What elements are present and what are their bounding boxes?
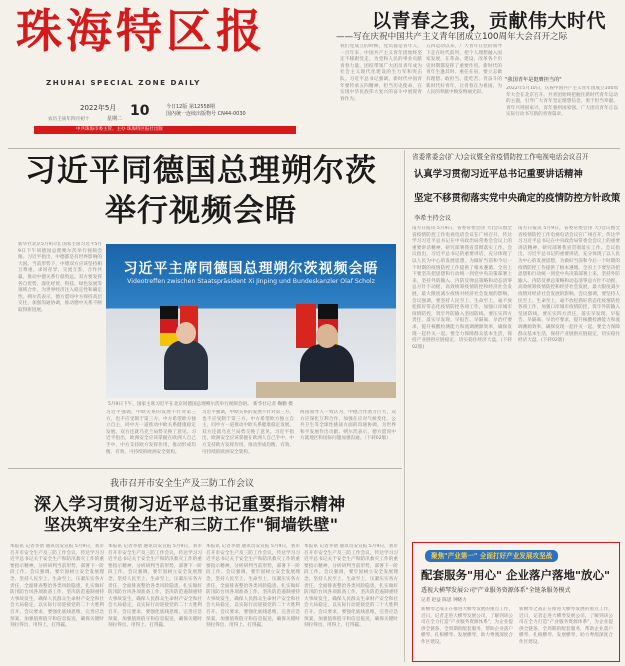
photo-german-caption: Videotreffen zwischen Staatspräsident Xi Jinping und Bundeskanzler Olaf Scholz: [127, 278, 375, 285]
right-story-kicker: 省委常委会(扩大)会议暨全省疫情防控工作电视电话会议召开: [412, 153, 589, 161]
right-story-subline: 李希主持会议: [414, 215, 452, 222]
masthead-title: 珠海特区报: [16, 4, 266, 58]
lead-body-column-2: 习近平强调，中欧关系的发展不针对第三方，也不应受制于第三方。中方希望欧方独立自主，同中方一道推动中欧关系健康稳定发展。双方还就乌克兰局势交换了意见。习近平指出，欧洲安全应该掌握在欧洲人自己手中，中方支持欧方发挥作用，推动形成均衡、有效、可持续的欧洲安全架构。: [106, 410, 196, 455]
right-story-headline-2[interactable]: 坚定不移贯彻落实党中央确定的疫情防控方针政策: [414, 193, 621, 204]
feature-column-3: 2022年5月10日，庆祝中国共产主义青年团成立100周年大会在北京召开。共青团始终把握住新时代青年运动的主题，引导广大青年坚定理想信念，勇于担当奉献。青年兴则国家兴，青年强则国家强。广大团员青年正以实际行动书写新的青春篇章。: [506, 86, 618, 118]
lead-headline-line2[interactable]: 举行视频会晤: [105, 193, 297, 229]
lead-photo[interactable]: [106, 244, 396, 398]
box-subheadline: 透视大横琴发展公司"产业服务资源体系"全链条服务模式: [421, 587, 571, 594]
lead-body-column-3: 习近平强调，中欧关系的发展不针对第三方，也不应受制于第三方。中方希望欧方独立自主，同中方一道推动中欧关系健康稳定发展。双方还就乌克兰局势交换了意见。习近平指出，欧洲安全应该掌握在欧洲人自己手中，中方支持欧方发挥作用，推动形成均衡、有效、可持续的欧洲安全架构。: [202, 410, 294, 455]
person-right-head: [316, 324, 338, 348]
box-badge: 聚焦"产业第一" 全面打好产业发展攻坚战: [425, 550, 558, 562]
masthead-banner-text: 中共珠海市委主管、主办 珠海特区报社出版: [76, 127, 163, 132]
safety-body-column-4: 本报讯 记者李倩 通讯员安宣报 5月9日，我市召开市安全生产及三防工作会议，传达学习习近平总书记关于安全生产和防汛救灾工作的重要指示精神，分析研判当前形势，部署下一阶段工作。会议强调，要牢固树立安全发展理念，坚持人民至上、生命至上，压紧压实各方责任，全面排查整治各类风险隐患，扎实做好防汛防台风各项准备工作，坚决防范遏制重特大事故发生，确保人民群众生命财产安全和社会大局稳定，以实际行动迎接党的二十大胜利召开。会议要求，要强化底线思维，完善应急预案，加强值班值守和信息报送，确保关键时刻拉得出、用得上、打得赢。: [304, 544, 398, 629]
masthead-english: ZHUHAI SPECIAL ZONE DAILY: [46, 78, 201, 87]
box-headline[interactable]: 配套服务"用心" 企业落户落地"放心": [421, 568, 610, 582]
right-body-column-1: 南方日报讯 5月9日，省委常委会(扩大)会议暨全省疫情防控工作电视电话会议在广州召开，传达学习习近平总书记在中央政治局常委会会议上的重要讲话精神，研究部署我省贯彻落实工作。会议指出，习近平总书记的重要讲话，充分体现了以人民为中心的发展思想，为做好当前和今后一个时期的疫情防控工作提供了根本遵循。全省上下要坚决把思想和行动统一到党中央决策部署上来，坚持外防输入、内防反弹总策略和动态清零总方针不动摇，高效统筹疫情防控和经济社会发展，最大限度减少疫情对经济社会发展的影响。会议强调，要坚持人民至上、生命至上，毫不放松抓好常态化疫情防控各项工作，加强口岸城市疫情防控，筑牢外防输入坚固防线。要压实四方责任，落实早发现、早报告、早隔离、早治疗要求，提升核酸检测能力和流调溯源效率，确保发现一起扑灭一起。要全力保障群众基本生活，保持产业链供应链稳定，切实稳住经济大盘。(下转02版): [412, 226, 512, 350]
safety-headline-line2[interactable]: 坚决筑牢安全生产和三防工作"铜墙铁壁": [44, 515, 339, 534]
safety-kicker: 我市召开市安全生产及三防工作会议: [110, 479, 255, 489]
cn-line: 国内统一连续出版物号 CN44-0030: [166, 111, 246, 117]
chinese-flag-right: [296, 304, 316, 348]
box-body-column-1: 新横琴之战正在推进大横琴发展的重点工作，近日，记者走进大横琴发展公司，了解到该公司在全力打造"产业服务资源体系"，为企业提供全链条、全周期的配套服务，帮助企业落户横琴、扎根横琴、发展横琴，助力粤澳深度合作区建设。: [421, 607, 513, 645]
feature-column-1: 我们党成立的时候，党员都是青年人。一百年来，中国共产主义青年团始终坚定不移跟党走，为党和人民的事业贡献青春力量，团结带领广大团员青年成为社会主义现代化建设的生力军和突击队。习近平总书记强调，新时代中国青年要传承五四精神，担当历史使命，在实现中华民族伟大复兴的奋斗中展现青春作为。: [340, 44, 422, 102]
featured-box[interactable]: [412, 542, 620, 662]
person-left-figure: [164, 340, 208, 390]
feature-subhead: "我国青年是挺膺担当的": [505, 77, 562, 83]
desk: [256, 382, 396, 398]
feature-headline[interactable]: 以青春之我，贡献伟大时代: [372, 10, 607, 32]
box-body-column-2: 新横琴之战正在推进大横琴发展的重点工作，近日，记者走进大横琴发展公司，了解到该公司在全力打造"产业服务资源体系"，为企业提供全链条、全周期的配套服务，帮助企业落户横琴、扎根横琴、发展横琴，助力粤澳深度合作区建设。: [519, 607, 613, 645]
feature-subtitle: ——写在庆祝中国共产主义青年团成立100周年大会召开之际: [336, 32, 568, 42]
masthead-banner: [34, 126, 296, 134]
right-story-headline-1[interactable]: 认真学习贯彻习近平总书记重要讲话精神: [414, 169, 583, 180]
masthead-year-month: 2022年5月: [80, 104, 117, 112]
masthead-weekday: 星期二: [107, 116, 123, 122]
top-divider: [8, 148, 620, 149]
right-body-column-2: 南方日报讯 5月9日，省委常委会(扩大)会议暨全省疫情防控工作电视电话会议在广州召开，传达学习习近平总书记在中央政治局常委会会议上的重要讲话精神，研究部署我省贯彻落实工作。会议指出，习近平总书记的重要讲话，充分体现了以人民为中心的发展思想，为做好当前和今后一个时期的疫情防控工作提供了根本遵循。全省上下要坚决把思想和行动统一到党中央决策部署上来，坚持外防输入、内防反弹总策略和动态清零总方针不动摇，高效统筹疫情防控和经济社会发展，最大限度减少疫情对经济社会发展的影响。会议强调，要坚持人民至上、生命至上，毫不放松抓好常态化疫情防控各项工作，加强口岸城市疫情防控，筑牢外防输入坚固防线。要压实四方责任，落实早发现、早报告、早隔离、早治疗要求，提升核酸检测能力和流调溯源效率，确保发现一起扑灭一起。要全力保障群众基本生活，保持产业链供应链稳定，切实稳住经济大盘。(下转02版): [518, 226, 620, 344]
feature-column-2: 五四运动以来，广大青年在党的领导下走在时代前列，把个人理想融入国家发展，在革命、建设、改革各个历史时期都发挥了重要作用。新时代的青年生逢其时、重任在肩，要立志做有理想、敢担当、能吃苦、肯奋斗的新时代好青年，让青春在为祖国、为人民的奉献中焕发绚丽光彩。: [426, 44, 502, 96]
lead-headline-line1[interactable]: 习近平同德国总理朔尔茨: [25, 153, 377, 189]
person-left-head: [176, 322, 196, 344]
masthead-day: 10: [130, 103, 150, 119]
column-divider: [404, 150, 405, 662]
lead-body-column-1: 新华社北京5月9日电 国家主席习近平5月9日下午同德国总理朔尔茨举行视频会晤。习近平指出，中德都是有世界影响的大国。当前形势下，中德双方应该坚持相互尊重、求同存异、交流互鉴、合作共赢，推动中德关系行稳致远。双方要发挥各自优势，深化经贸、科技、绿色发展等领域合作，为世界经济注入稳定性和确定性。朔尔茨表示，德方愿同中方保持高层交往，加强沟通协调，推动德中关系不断取得新进展。: [18, 242, 102, 313]
german-flag: [160, 306, 178, 346]
box-byline: 记者 赵益 陈思 钟晓力: [421, 598, 467, 603]
masthead-issue-info: [166, 104, 246, 118]
safety-body-column-1: 本报讯 记者李倩 通讯员安宣报 5月9日，我市召开市安全生产及三防工作会议，传达学习习近平总书记关于安全生产和防汛救灾工作的重要指示精神，分析研判当前形势，部署下一阶段工作。会议强调，要牢固树立安全发展理念，坚持人民至上、生命至上，压紧压实各方责任，全面排查整治各类风险隐患，扎实做好防汛防台风各项准备工作，坚决防范遏制重特大事故发生，确保人民群众生命财产安全和社会大局稳定，以实际行动迎接党的二十大胜利召开。会议要求，要强化底线思维，完善应急预案，加强值班值守和信息报送，确保关键时刻拉得出、用得上、打得赢。: [10, 544, 104, 629]
lead-body-column-4: 两国领导人一致认为，中德合作潜力巨大，双方应深化互利合作，加强在应对气候变化、公共卫生等全球性挑战方面的沟通协调，为世界和平发展作出贡献。朔尔茨表示，德方愿同中方就地区和国际问题加强沟通。（下转02版）: [300, 410, 396, 442]
section-divider: [8, 468, 402, 469]
safety-body-column-2: 本报讯 记者李倩 通讯员安宣报 5月9日，我市召开市安全生产及三防工作会议，传达学习习近平总书记关于安全生产和防汛救灾工作的重要指示精神，分析研判当前形势，部署下一阶段工作。会议强调，要牢固树立安全发展理念，坚持人民至上、生命至上，压紧压实各方责任，全面排查整治各类风险隐患，扎实做好防汛防台风各项准备工作，坚决防范遏制重特大事故发生，确保人民群众生命财产安全和社会大局稳定，以实际行动迎接党的二十大胜利召开。会议要求，要强化底线思维，完善应急预案，加强值班值守和信息报送，确保关键时刻拉得出、用得上、打得赢。: [108, 544, 202, 629]
masthead-lunar-date: 农历壬寅年四月初十: [48, 117, 90, 122]
photo-title: 习近平主席同德国总理朔尔茨视频会晤: [123, 261, 379, 277]
photo-credit: 5月9日下午，国家主席习近平在北京同德国总理朔尔茨举行视频会晤。 新华社记者 鞠鹏 摄: [108, 402, 293, 407]
issue-line: 今日12版 第12558期: [166, 104, 215, 110]
safety-body-column-3: 本报讯 记者李倩 通讯员安宣报 5月9日，我市召开市安全生产及三防工作会议，传达学习习近平总书记关于安全生产和防汛救灾工作的重要指示精神，分析研判当前形势，部署下一阶段工作。会议强调，要牢固树立安全发展理念，坚持人民至上、生命至上，压紧压实各方责任，全面排查整治各类风险隐患，扎实做好防汛防台风各项准备工作，坚决防范遏制重特大事故发生，确保人民群众生命财产安全和社会大局稳定，以实际行动迎接党的二十大胜利召开。会议要求，要强化底线思维，完善应急预案，加强值班值守和信息报送，确保关键时刻拉得出、用得上、打得赢。: [206, 544, 300, 629]
safety-headline-line1[interactable]: 深入学习贯彻习近平总书记重要指示精神: [34, 495, 346, 515]
